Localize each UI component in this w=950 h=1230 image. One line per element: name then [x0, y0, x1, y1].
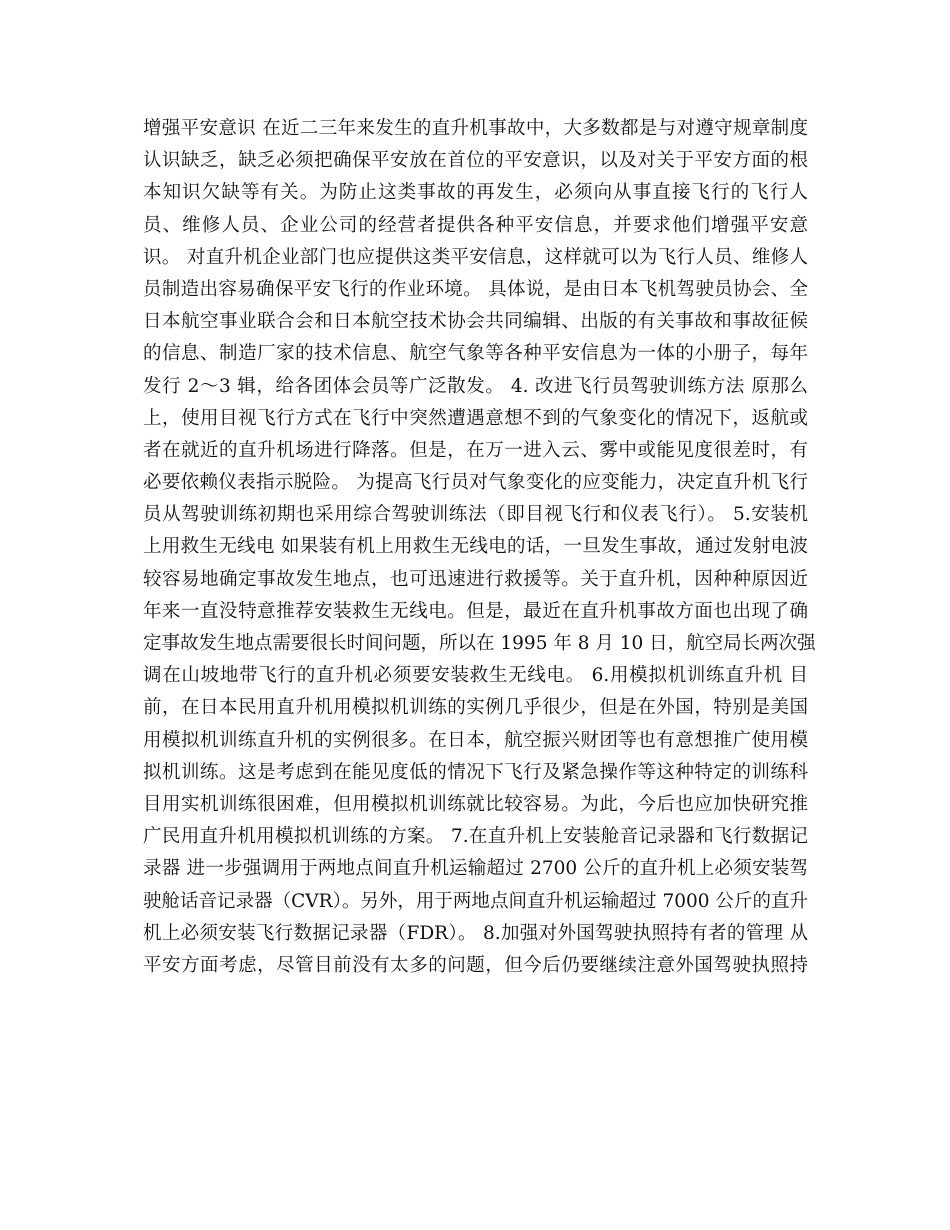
text-line: 前，在日本民用直升机用模拟机训练的实例几乎很少，但是在外国，特别是美国: [143, 697, 808, 719]
text-line: 员、维修人员、企业公司的经营者提供各种平安信息，并要求他们增强平安意: [143, 214, 808, 236]
text-line: 目用实机训练很困难，但用模拟机训练就比较容易。为此，今后也应加快研究推: [143, 793, 808, 815]
text-line: 广民用直升机用模拟机训练的方案。 7.在直升机上安装舱音记录器和飞行数据记: [143, 826, 808, 848]
text-line: 机上必须安装飞行数据记录器（FDR）。 8.加强对外国驾驶执照持有者的管理 从: [143, 922, 808, 944]
text-line: 较容易地确定事故发生地点，也可迅速进行救援等。关于直升机，因种种原因近: [143, 568, 808, 590]
text-line: 的信息、制造厂家的技术信息、航空气象等各种平安信息为一体的小册子，每年: [143, 343, 808, 365]
text-line: 上用救生无线电 如果装有机上用救生无线电的话，一旦发生事故，通过发射电波: [143, 536, 808, 558]
text-line: 本知识欠缺等有关。为防止这类事故的再发生，必须向从事直接飞行的飞行人: [143, 182, 808, 204]
text-line: 发行 2～3 辑，给各团体会员等广泛散发。 4. 改进飞行员驾驶训练方法 原那么: [143, 375, 808, 397]
text-line: 识。 对直升机企业部门也应提供这类平安信息，这样就可以为飞行人员、维修人: [143, 246, 808, 268]
text-line: 驶舱话音记录器（CVR）。另外，用于两地点间直升机运输超过 7000 公斤的直升: [143, 890, 808, 912]
text-line: 增强平安意识 在近二三年来发生的直升机事故中，大多数都是与对遵守规章制度: [143, 118, 808, 139]
text-line: 拟机训练。这是考虑到在能见度低的情况下飞行及紧急操作等这种特定的训练科: [143, 761, 808, 783]
text-line: 认识缺乏，缺乏必须把确保平安放在首位的平安意识，以及对关于平安方面的根: [143, 150, 808, 172]
text-line: 者在就近的直升机场进行降落。但是，在万一进入云、雾中或能见度很差时，有: [143, 439, 808, 461]
text-line: 调在山坡地带飞行的直升机必须要安装救生无线电。 6.用模拟机训练直升机 目: [143, 665, 808, 687]
body-text: [143, 113, 816, 982]
text-line: 必要依赖仪表指示脱险。 为提高飞行员对气象变化的应变能力，决定直升机飞行: [143, 472, 808, 494]
text-line: 平安方面考虑，尽管目前没有太多的问题，但今后仍要继续注意外国驾驶执照持: [143, 954, 808, 976]
text-line: 员从驾驶训练初期也采用综合驾驶训练法（即目视飞行和仪表飞行）。 5.安装机: [143, 504, 808, 526]
text-line: 上，使用目视飞行方式在飞行中突然遭遇意想不到的气象变化的情况下，返航或: [143, 407, 808, 429]
text-line: 年来一直没特意推荐安装救生无线电。但是，最近在直升机事故方面也出现了确: [143, 600, 808, 622]
text-line: 日本航空事业联合会和日本航空技术协会共同编辑、出版的有关事故和事故征候: [143, 311, 808, 333]
text-line: 员制造出容易确保平安飞行的作业环境。 具体说，是由日本飞机驾驶员协会、全: [143, 278, 808, 300]
text-line: 录器 进一步强调用于两地点间直升机运输超过 2700 公斤的直升机上必须安装驾: [143, 858, 808, 880]
text-line: 用模拟机训练直升机的实例很多。在日本，航空振兴财团等也有意想推广使用模: [143, 729, 808, 751]
text-line: 定事故发生地点需要很长时间问题，所以在 1995 年 8 月 10 日，航空局长两次强: [143, 633, 816, 654]
